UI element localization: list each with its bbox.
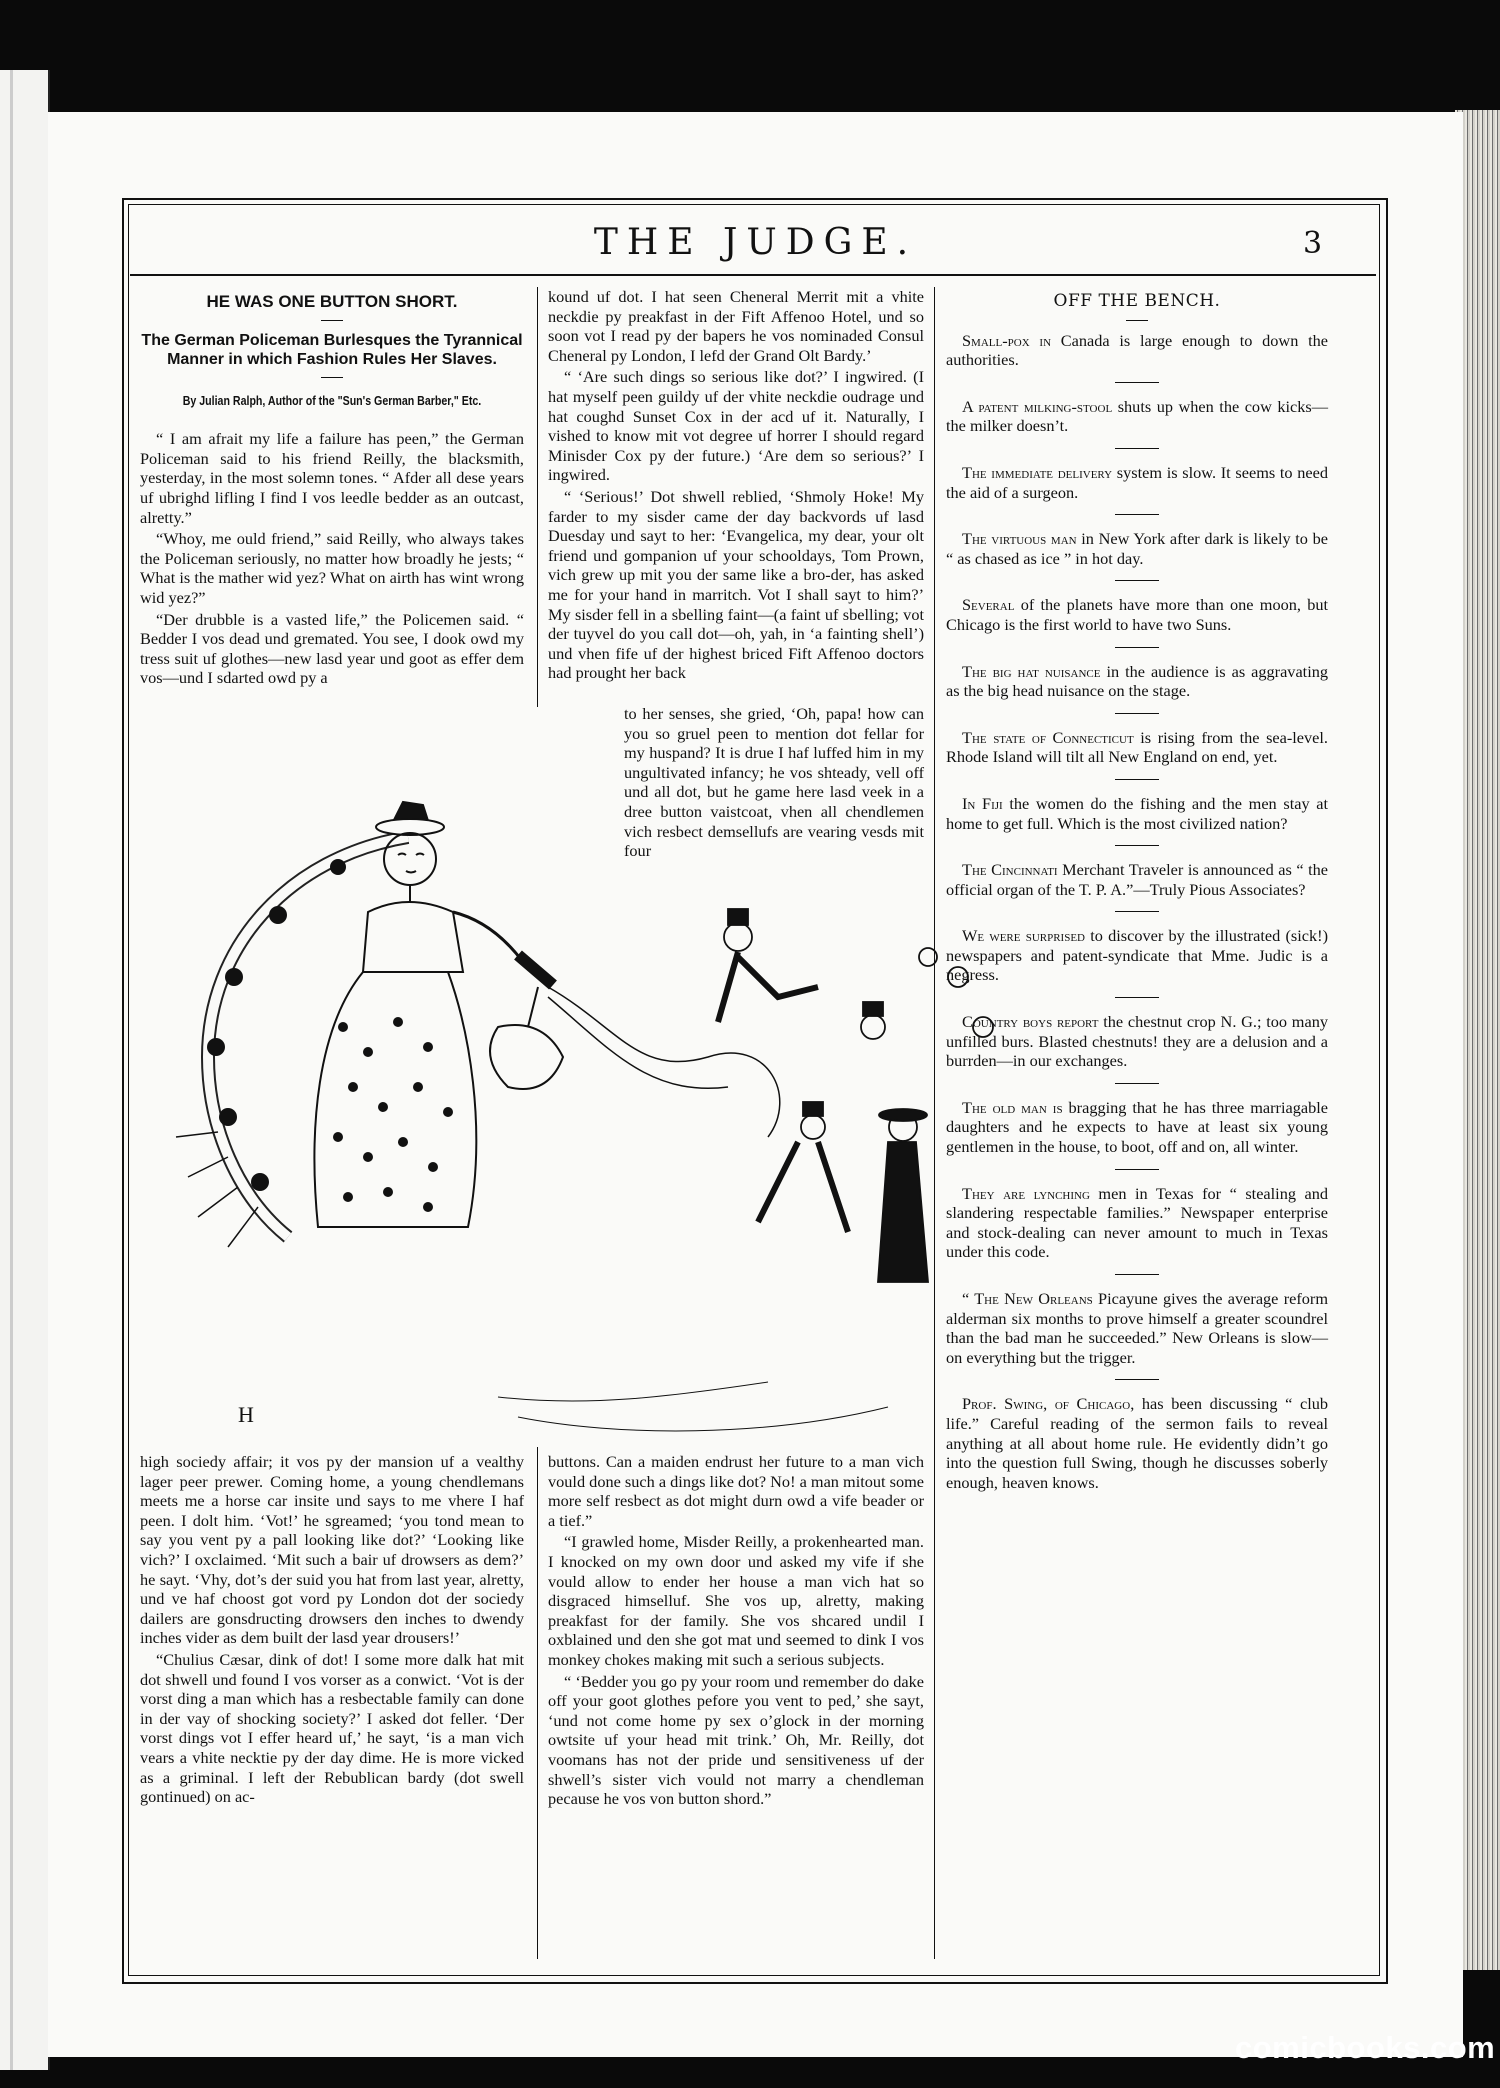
bench-item-text: the women do the fishing and the men stay at home to get full. Which is the most civilized nation?	[946, 793, 1328, 833]
bench-item-lead: The immediate delivery	[962, 462, 1113, 482]
article-byline: By Julian Ralph, Author of the "Sun's German Barber," Etc.	[182, 393, 482, 408]
column-rule	[537, 1447, 538, 1959]
paragraph: “ ‘Bedder you go py your room und remember do dake off your goot glothes pefore you vent to ped,’ she sayt, ‘und not come home py sex o’glock in der morning owtsite uf your head mit trink.’ Oh, Mr. Reilly, dot voomans has not der pride und sensitiveness uf der shwell’s sister vich vould not marry a chendleman pecause he vos von button shord.”	[548, 1671, 924, 1809]
magazine-page	[48, 112, 1496, 2065]
bench-item-lead: Country boys report	[962, 1012, 1099, 1032]
divider	[1115, 779, 1159, 780]
bench-item-text: Picayune gives the average reform alderman six months to prove himself a greater scoundrel than the bad man he succeeded.” New Orleans is slow—on everything but the trigger.	[946, 1289, 1328, 1367]
bench-item-text: system is slow. It seems to need the aid of a surgeon.	[946, 462, 1328, 502]
bench-item-lead: Small-pox in	[962, 330, 1052, 350]
divider	[321, 320, 343, 321]
paragraph: kound uf dot. I hat seen Cheneral Merrit mit a vhite neckdie py preakfast in der Fift Affenoo Hotel, und so soon vot I read py der bapers he vos nominaded Consul Cheneral py London, I lefd der Grand Olt Bardy.’	[548, 287, 924, 365]
divider	[1115, 382, 1159, 383]
bench-item	[946, 794, 1328, 833]
divider	[1115, 911, 1159, 912]
divider	[1115, 647, 1159, 648]
bench-item-text: of the planets have more than one moon, but Chicago is the first world to have two Suns.	[946, 595, 1328, 634]
article-column-2-bottom	[548, 1452, 924, 1811]
divider	[1115, 448, 1159, 449]
bench-item	[946, 1184, 1328, 1262]
paragraph: to her senses, she gried, ‘Oh, papa! how can you so gruel peen to mention dot fellar for my huspand? It is drue I haf luffed him in my ungultivated infancy; he vos shteady, vell off und all dot, but he game here lasd veek in a dree button vaistcoat, vhen all chendlemen vich resbect demsellufs are vearing vesds mit four	[624, 704, 924, 861]
page-number: 3	[1303, 226, 1323, 261]
article-column-1-top	[140, 292, 524, 690]
divider	[1115, 845, 1159, 846]
bench-item	[946, 1394, 1328, 1492]
bench-item	[946, 595, 1328, 634]
divider	[1115, 1169, 1159, 1170]
bench-item	[946, 728, 1328, 767]
bench-item-lead: Several	[962, 595, 1015, 615]
bench-item-text: has been discussing “ club life.” Careful reading of the sermon fails to reveal anything at all about home rule. He evidently didn’t go into the question full Swing, though he discusses soberly enough, heaven knows.	[946, 1394, 1328, 1492]
bench-item-lead: The virtuous man	[962, 529, 1077, 549]
bench-item-lead: We were surprised	[962, 926, 1086, 946]
bench-item-lead: The state of Connecticut	[962, 727, 1134, 747]
divider	[1115, 997, 1159, 998]
column-rule	[537, 287, 538, 707]
bench-item	[946, 1098, 1328, 1157]
bench-item-lead: They are lynching	[962, 1183, 1090, 1203]
bench-item	[946, 397, 1328, 436]
bench-item	[946, 860, 1328, 899]
bench-item-lead: A patent milking-stool	[962, 396, 1113, 416]
bench-item-text: in the audience is as aggravating as the big head nuisance on the stage.	[946, 661, 1329, 701]
bench-item-text: the chestnut crop N. G.; too many unfilled burs. Blasted chestnuts! they are a delusion and a burrden—in our exchanges.	[946, 1012, 1328, 1071]
bench-item-lead: In Fiji	[962, 793, 1003, 813]
article-column-1-bottom	[140, 1452, 524, 1809]
bench-item	[946, 662, 1328, 701]
bench-item	[946, 529, 1328, 568]
divider	[1126, 320, 1148, 321]
divider	[1115, 580, 1159, 581]
bench-item-lead: “ The New Orleans	[962, 1289, 1093, 1308]
bench-item-text: in New York after dark is likely to be “ as chased as ice ” in hot day.	[946, 529, 1328, 568]
article-subtitle: The German Policeman Burlesques the Tyrannical Manner in which Fashion Rules Her Slaves.	[141, 331, 523, 368]
divider	[1115, 1379, 1159, 1380]
paragraph: “Whoy, me ould friend,” said Reilly, who always takes the Policeman seriously, no matter how broadly he jests; “ What is the mather wid yez? What on airth has wint wrong wid yez?”	[140, 529, 524, 607]
bench-item-text: Merchant Traveler is announced as “ the official organ of the T. P. A.”—Truly Pious Associates?	[946, 860, 1329, 899]
bench-item	[946, 331, 1328, 370]
bench-item-lead: The Cincinnati	[962, 860, 1058, 880]
paragraph: buttons. Can a maiden endrust her future to a man vich vould done such a dings like dot? No! a man mitout some more self resbect as dot might durn owd a vife beader or a tief.”	[548, 1452, 924, 1530]
paragraph: “ ‘Are such dings so serious like dot?’ I ingwired. (I hat myself peen guildy uf der vhite neckdie oudrage und hat coughd Sunset Cox in der acd uf it. Naturally, I vished to know mit vot degree uf horrer I should regard Minisder Cox py der future.) ‘Are dem so serious?’ I ingwired.	[548, 367, 924, 485]
off-the-bench-column	[946, 292, 1328, 1494]
paragraph: high sociedy affair; it vos py der mansion uf a vealthy lager peer prewer. Coming home, a young chendlemans meets me a horse car insite und says to me vhere I haf peen. I dolt him. ‘Vot!’ he sgreamed; ‘you tond mean to say you vent py a pall looking like dot?’ ‘Looking like vich?’ I oxclaimed. ‘Mit such a bair uf drowsers as dem?’ he sayt. ‘Vhy, dot’s der suid you hat from last year, alretty, und ve haf choost got vord py London dot der sociedy dailers are gonsdructing drowsers den inches to dwendy inches vider as dem built der lasd year drousers!’	[140, 1452, 524, 1648]
masthead-title: THE JUDGE.	[593, 222, 918, 263]
divider	[1115, 1274, 1159, 1275]
bench-item	[946, 1012, 1328, 1071]
bench-item-text: shuts up when the cow kicks—the milker doesn’t.	[946, 396, 1328, 436]
paragraph: “Chulius Cæsar, dink of dot! I some more dalk hat mit dot shwell und found I vos vorser as a conwict. ‘Vot is der vorst ding a man which has a resbectable family can done in der vay of shocking society?’ I asked dot feller. ‘Der vorst dings vot I effer heard uf,’ he sayt, ‘is a man vich vears a vhite necktie py der day dime. He is more vicked as a griminal. I left der Rebublican bardy (dot swell gontinued) on ac-	[140, 1649, 524, 1807]
bench-item-text: bragging that he has three marriagable daughters and he expects to have at least six young gentlemen in the house, to boot, off and on, all winter.	[946, 1097, 1328, 1157]
book-binding-edge	[0, 70, 50, 2070]
bench-item	[946, 926, 1328, 985]
divider	[1115, 514, 1159, 515]
bench-item-text: men in Texas for “ stealing and slandering respectable families.” Newspaper enterprise and stock-dealing can never amount to much in Texas under this code.	[946, 1183, 1328, 1262]
bench-heading: OFF THE BENCH.	[1053, 291, 1221, 311]
bench-item-text: to discover by the illustrated (sick!) newspapers and patent-syndicate that Mme. Judic is a negress.	[946, 926, 1329, 985]
paragraph: “I grawled home, Misder Reilly, a prokenhearted man. I knocked on my own door und asked my vife if she vould allow to ender her house a man vich hat so disgraced himselluf. She vos up, alretty, making preakfast for der family. She vos shcared undil I oxblained und den she got mat und seemed to dink I vos monkey chokes making mit such a serious subjects.	[548, 1532, 924, 1669]
cartoon-illustration	[168, 797, 1018, 1457]
bench-item-lead: Prof. Swing, of Chicago,	[962, 1394, 1135, 1414]
bench-item-lead: The old man is	[962, 1097, 1063, 1117]
bench-item-lead: The big hat nuisance	[962, 661, 1101, 681]
masthead-rule	[130, 274, 1376, 276]
watermark: comicbooks.com	[1235, 2030, 1496, 2065]
article-title: HE WAS ONE BUTTON SHORT.	[206, 292, 458, 311]
artist-monogram: H	[238, 1402, 254, 1427]
divider	[321, 377, 343, 378]
divider	[1115, 713, 1159, 714]
paragraph: “ ‘Serious!’ Dot shwell reblied, ‘Shmoly Hoke! My farder to my sisder came der day backvords uf lasd Duesday und sayt to her: ‘Evangelica, my dear, your olt friend und gompanion uf your schooldays, Tom Prown, vich grew up mit you der same like a bro-der, has asked me for your hand in marritch. Vot I shall sayt to him?’ My sisder fell in a sbelling faint—(a faint uf sbelling; vot der tuyvel do you call dot—oh, yah, in ‘a fainting shell’) und vhen fife uf der highest briced Fift Affenoo doctors had prought her back	[548, 486, 924, 683]
paragraph: “Der drubble is a vasted life,” the Policemen said. “ Bedder I vos dead und gremated. You see, I dook owd my tress suit uf glothes—new lasd year und goot as effer dem vos—und I sdarted owd py a	[140, 609, 524, 688]
bench-item	[946, 463, 1328, 502]
article-column-2-top	[548, 287, 924, 685]
bench-item-text: Canada is large enough to down the authorities.	[946, 330, 1328, 370]
paragraph: “ I am afrait my life a failure has peen,” the German Policeman said to his friend Reilly, the blacksmith, yesterday, in the most solemn tones. “ Afder all dese years uf ubrighd lifling I find I vos leedle bedder as an outcast, alretty.”	[140, 429, 524, 527]
bench-item	[946, 1289, 1328, 1367]
divider	[1115, 1083, 1159, 1084]
bench-item-text: is rising from the sea-level. Rhode Island will tilt all New England on end, yet.	[946, 727, 1328, 767]
